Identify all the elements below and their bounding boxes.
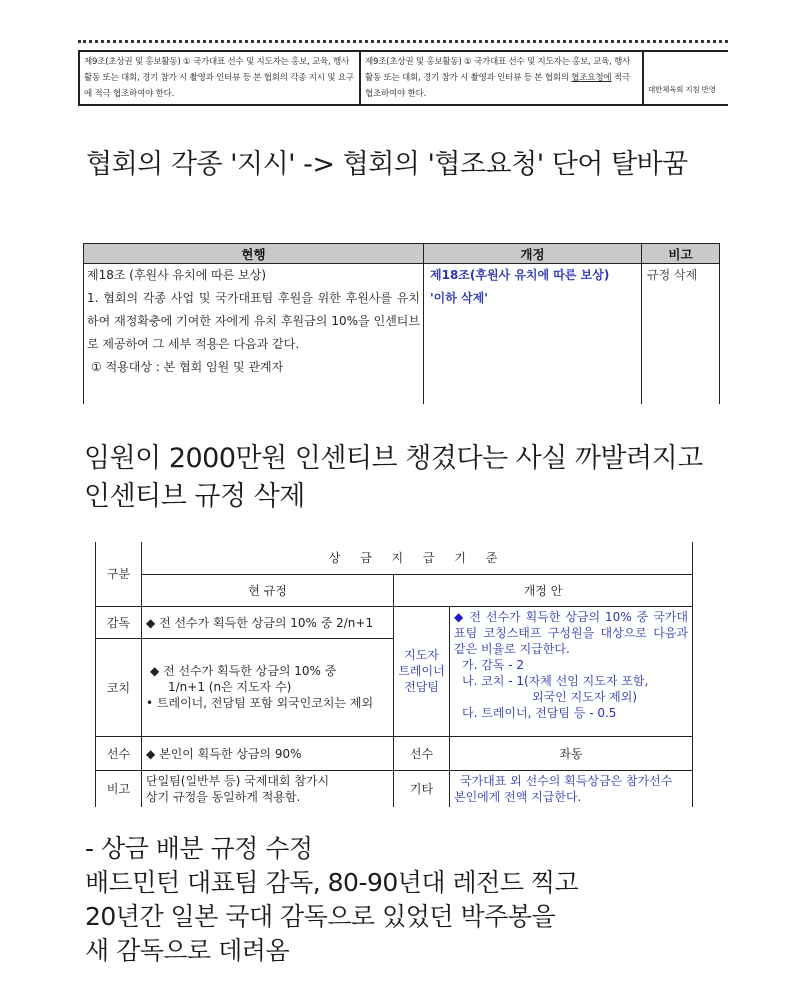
director-current-rule: ◆ 전 선수가 획득한 상금의 10% 중 2/n+1 xyxy=(142,606,394,638)
article18-current-title: 제18조 (후원사 유치에 따른 보상) xyxy=(87,268,266,282)
prize-money-table-fragment xyxy=(95,542,692,807)
row-label-director: 감독 xyxy=(96,606,142,638)
caption-word-change: 협회의 각종 '지시' -> 협회의 '협조요청' 단어 탈바꿈 xyxy=(86,149,688,180)
article9-comparison-fragment xyxy=(78,40,728,106)
article18-table xyxy=(83,243,720,404)
diamond-bullet-icon: ◆ xyxy=(150,664,160,678)
caption-incentive-line1: 임원이 2000만원 인센티브 챙겼다는 사실 까발려지고 xyxy=(84,443,703,474)
revised-staff-rule: ◆ 전 선수가 획득한 상금의 10% 중 국가대표팀 코칭스태프 구성원을 대상으로 다음과 같은 비율로 지급한다. 가. 감독 - 2 나. 코치 - 1(자체 선임 지도자 포함, 외국인 지도자 제외) 다. 트레이너, 전담팀 등 - 0.5 xyxy=(450,606,693,736)
dotted-divider xyxy=(78,40,728,44)
other-revised-rule: 국가대표 외 선수의 획득상금은 참가선수 본인에게 전액 지급한다. xyxy=(450,770,693,807)
row-label-player-revised: 선수 xyxy=(394,736,450,770)
header-note: 비고 xyxy=(642,244,720,264)
caption-incentive-deleted xyxy=(84,440,703,516)
article18-current-cell xyxy=(84,264,424,404)
caption-prize-line4: 새 감독으로 데려옴 xyxy=(85,936,290,965)
article18-note-cell: 규정 삭제 xyxy=(642,264,720,404)
row-label-remark: 비고 xyxy=(96,770,142,807)
player-revised-rule: 좌동 xyxy=(450,736,693,770)
article18-table-fragment xyxy=(83,243,719,404)
col-current-header: 현 규정 xyxy=(142,574,394,606)
article18-revised-deleted: '이하 삭제' xyxy=(430,291,488,305)
diamond-bullet-icon: ◆ xyxy=(454,609,465,624)
article18-current-paragraph: 1. 협회의 각종 사업 및 국가대표팀 후원을 위한 후원사를 유치하여 재정확충에 기여한 자에게 유치 후원금의 10%을 인센티브로 제공하여 그 세부 적용은 다음과 같다. xyxy=(87,291,420,351)
diamond-bullet-icon: ◆ xyxy=(146,615,156,630)
coach-current-rule: ◆ 전 선수가 획득한 상금의 10% 중 1/n+1 (n은 지도자 수) • 트레이너, 전담팀 포함 외국인코치는 제외 xyxy=(142,638,394,736)
article9-row xyxy=(78,50,728,106)
article18-revised-title: 제18조(후원사 유치에 따른 보상) xyxy=(430,268,610,282)
row-label-other: 기타 xyxy=(394,770,450,807)
article9-new-text xyxy=(361,52,644,104)
caption-prize-line2: 배드민턴 대표팀 감독, 80-90년대 레전드 찍고 xyxy=(85,868,579,897)
diamond-bullet-icon: ◆ xyxy=(146,746,156,761)
caption-prize-line3: 20년간 일본 국대 감독으로 있었던 박주봉을 xyxy=(85,902,556,931)
header-current: 현행 xyxy=(84,244,424,264)
col-category-header: 구분 xyxy=(96,542,142,606)
prize-standard-title: 상 금 지 급 기 준 xyxy=(142,542,693,574)
article9-note: 대한체육회 지침 반영 xyxy=(648,85,716,94)
revised-staff-label: 지도자 트레이너 전담팀 xyxy=(394,606,450,736)
article9-new-text-before: 제9조(초상권 및 홍보활동) ① 국가대표 선수 및 지도자는 홍보, 교육, 행사 활동 또는 대회, 경기 참가 시 촬영과 인터뷰 등 본 협회의 xyxy=(365,57,631,83)
player-current-rule: ◆ 본인이 획득한 상금의 90% xyxy=(142,736,394,770)
col-revised-header: 개정 안 xyxy=(394,574,693,606)
prize-money-table xyxy=(95,542,693,807)
row-label-coach: 코치 xyxy=(96,638,142,736)
article9-new-text-after: 적극 협조하여야 한다. xyxy=(365,73,630,99)
caption-prize-line1: - 상금 배분 규정 수정 xyxy=(85,834,313,863)
article9-old-text: 제9조(초상권 및 홍보활동) ① 국가대표 선수 및 지도자는 홍보, 교육, 행사 활동 또는 대회, 경기 참가 시 촬영과 인터뷰 등 본 협회의 각종 지시 및 요구에 적극 협조하여야 한다. xyxy=(78,52,361,104)
caption-incentive-line2: 인센티브 규정 삭제 xyxy=(84,481,305,512)
header-revised: 개정 xyxy=(424,244,642,264)
row-label-player: 선수 xyxy=(96,736,142,770)
article18-current-item: ① 적용대상 : 본 협회 임원 및 관계자 xyxy=(91,360,284,374)
caption-prize-rule-change xyxy=(85,832,578,968)
article9-new-text-underlined: 협조요청에 xyxy=(571,73,612,83)
article18-revised-cell xyxy=(424,264,642,404)
remark-current-rule: 단일팀(일반부 등) 국제대회 참가시 상기 규정을 동일하게 적용함. xyxy=(142,770,394,807)
